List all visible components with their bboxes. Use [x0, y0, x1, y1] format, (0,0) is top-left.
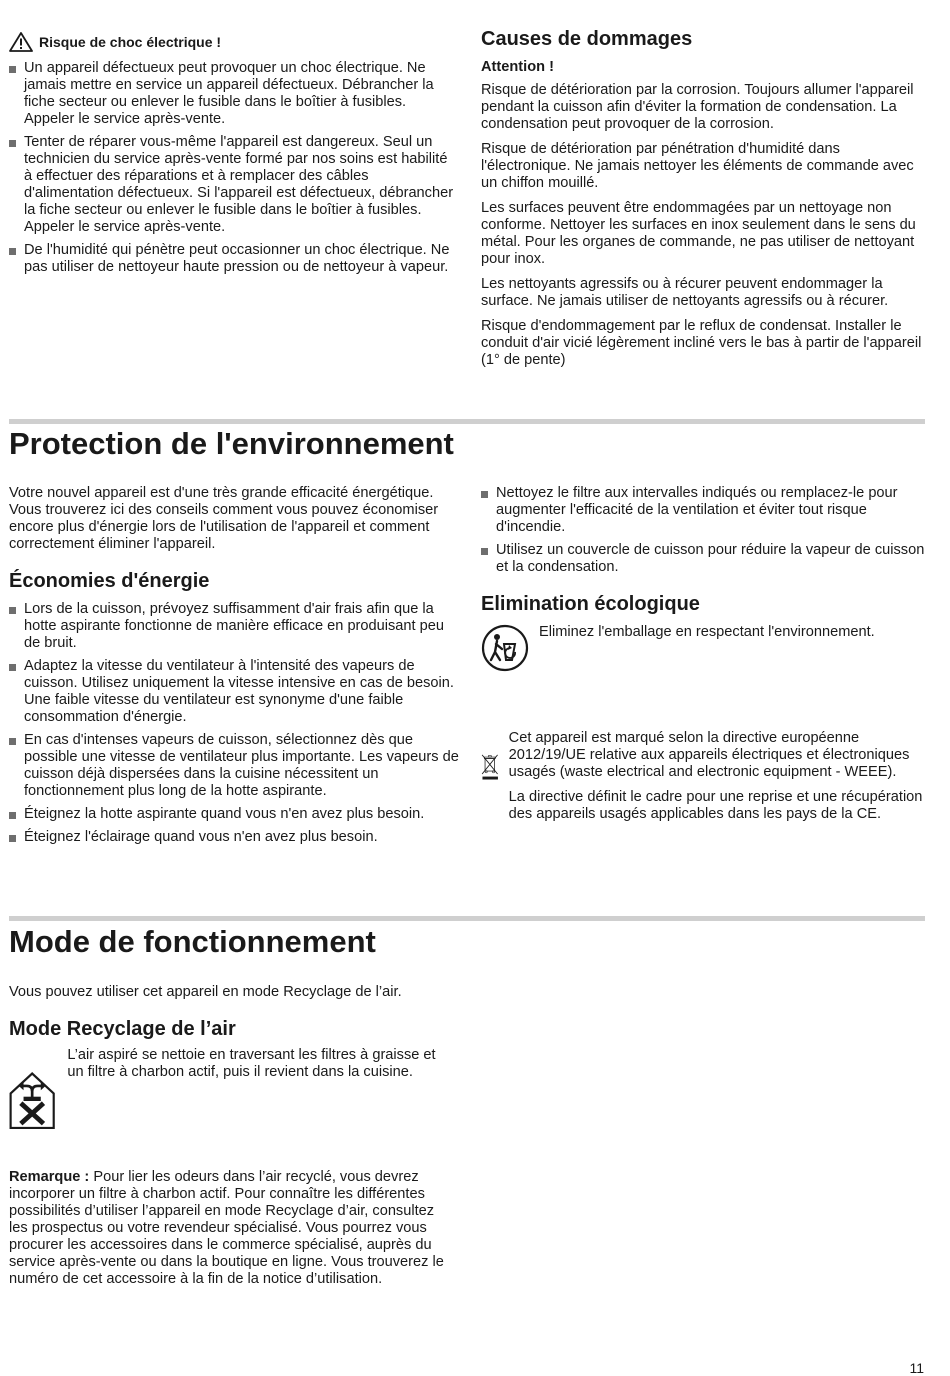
energy-list: [9, 601, 459, 846]
safety-title-row: [9, 32, 459, 52]
weee-paragraph: Cet appareil est marqué selon la directive européenne 2012/19/UE relative aux appareils électriques et électroniques usagés (waste electrical and electronic equipment - WEEE).: [508, 730, 910, 780]
recirculation-heading: Mode Recyclage de l’air: [9, 1018, 236, 1040]
packaging-disposal-row: [481, 624, 931, 672]
recirculation-row: [9, 1047, 454, 1155]
weee-paragraph: La directive définit le cadre pour une reprise et une récupération des appareils usagés applicables dans les pays de la CE.: [508, 789, 923, 822]
page-number: 11: [909, 1360, 924, 1376]
warning-triangle-icon: [9, 32, 33, 52]
damage-paragraph: Risque d'endommagement par le reflux de condensat. Installer le conduit d'air vicié légèrement incliné vers le bas à partir de l'appareil (1° de pente): [481, 318, 922, 368]
damage-paragraph: Risque de détérioration par la corrosion. Toujours allumer l'appareil pendant la cuisson afin d'éviter la formation de condensation. La condensation peut provoquer de la corrosion.: [481, 82, 914, 132]
operation-heading: Mode de fonctionnement: [9, 924, 376, 959]
list-item: Un appareil défectueux peut provoquer un choc électrique. Ne jamais mettre en service un appareil défectueux. Débrancher la fiche secteur ou enlever le fusible dans le boîtier à fusibles. Appeler le service après-vente.: [9, 60, 459, 128]
note-text: Pour lier les odeurs dans l’air recyclé, vous devrez incorporer un filtre à charbon actif. Pour connaître les différentes possibilités d’utiliser l’appareil en mode Recyclage d’air, consultez les prospectus ou votre revendeur spécialisé. Vous pourrez vous procurer les accessoires dans le commerce spécialisé, auprès du service après-vente ou dans la boutique en ligne. Vous trouverez le numéro de cet accessoire à la fin de la notice d’utilisation.: [9, 1169, 444, 1287]
energy-list-right: [481, 485, 931, 576]
list-item: Utilisez un couvercle de cuisson pour réduire la vapeur de cuisson et la condensation.: [481, 542, 931, 576]
packaging-disposal-text: Eliminez l'emballage en respectant l'environnement.: [539, 624, 875, 640]
safety-list: [9, 60, 459, 276]
list-item: Tenter de réparer vous-même l'appareil est dangereux. Seul un technicien du service après-vente formé par nos soins est habilité à effectuer des réparations et à remplacer des câbles d'alimentation défectueux. Si l'appareil est défectueux, débrancher la fiche secteur ou enlever le fusible dans le boîtier à fusibles. Appeler le service après-vente.: [9, 134, 459, 236]
attention-label: Attention !: [481, 59, 554, 75]
safety-title: Risque de choc électrique !: [39, 33, 222, 50]
environment-intro: Votre nouvel appareil est d'une très grande efficacité énergétique. Vous trouverez ici des conseils comment vous pouvez économiser encore plus d'énergie lors de l'utilisation de l'appareil et comment correctement éliminer l'appareil.: [9, 485, 439, 552]
disposal-heading: Elimination écologique: [481, 593, 700, 615]
operation-intro: Vous pouvez utiliser cet appareil en mode Recyclage de l’air.: [9, 984, 402, 1000]
note-paragraph: [9, 1169, 454, 1288]
recirculation-text: L’air aspiré se nettoie en traversant les filtres à graisse et un filtre à charbon actif, puis il revient dans la cuisine.: [67, 1047, 436, 1080]
recycle-icon: [481, 624, 529, 672]
list-item: Nettoyez le filtre aux intervalles indiqués ou remplacez-le pour augmenter l'efficacité de la ventilation et éviter tout risque d'incendie.: [481, 485, 931, 536]
damage-heading: Causes de dommages: [481, 28, 693, 50]
section-divider: [9, 419, 925, 424]
list-item: Éteignez la hotte aspirante quand vous n'en avez plus besoin.: [9, 806, 459, 823]
weee-text: [509, 730, 931, 831]
damage-section: [481, 27, 931, 377]
energy-heading: Économies d'énergie: [9, 570, 210, 592]
list-item: En cas d'intenses vapeurs de cuisson, sélectionnez dès que possible une vitesse de ventilateur plus importante. Les vapeurs de cuisson déjà dispersées dans la cuisine nécessitent un fonctionnement plus long de la hotte aspirante.: [9, 732, 459, 800]
list-item: Lors de la cuisson, prévoyez suffisamment d'air frais afin que la hotte aspirante fonctionne de manière efficace en produisant peu de bruit.: [9, 601, 459, 652]
environment-heading: Protection de l'environnement: [9, 426, 454, 461]
list-item: Adaptez la vitesse du ventilateur à l'intensité des vapeurs de cuisson. Utilisez uniquement la vitesse intensive en cas de besoin. Une faible vitesse du ventilateur est synonyme d'une faible consommation d'énergie.: [9, 658, 459, 726]
damage-paragraph: Les nettoyants agressifs ou à récurer peuvent endommager la surface. Ne jamais utiliser de nettoyants agressifs ou à récurer.: [481, 276, 889, 309]
operation-section: [9, 984, 454, 1296]
list-item: Éteignez l'éclairage quand vous n'en avez plus besoin.: [9, 829, 459, 846]
recirculation-mode-icon: [9, 1047, 55, 1155]
list-item: De l'humidité qui pénètre peut occasionner un choc électrique. Ne pas utiliser de nettoyeur haute pression ou de nettoyeur à vapeur.: [9, 242, 459, 276]
safety-section: [9, 32, 459, 282]
damage-paragraph: Les surfaces peuvent être endommagées par un nettoyage non conforme. Nettoyer les surfaces en inox seulement dans le sens du métal. Pour les organes de commande, ne pas utiliser de nettoyant pour inox.: [481, 200, 916, 267]
note-label: Remarque :: [9, 1169, 90, 1185]
weee-row: [481, 730, 931, 831]
environment-left: [9, 485, 459, 852]
weee-crossed-bin-icon: [481, 730, 499, 804]
environment-right: [481, 485, 931, 831]
damage-paragraph: Risque de détérioration par pénétration d'humidité dans l'électronique. Ne jamais nettoyer les éléments de commande avec un chiffon mouillé.: [481, 141, 914, 191]
section-divider: [9, 916, 925, 921]
